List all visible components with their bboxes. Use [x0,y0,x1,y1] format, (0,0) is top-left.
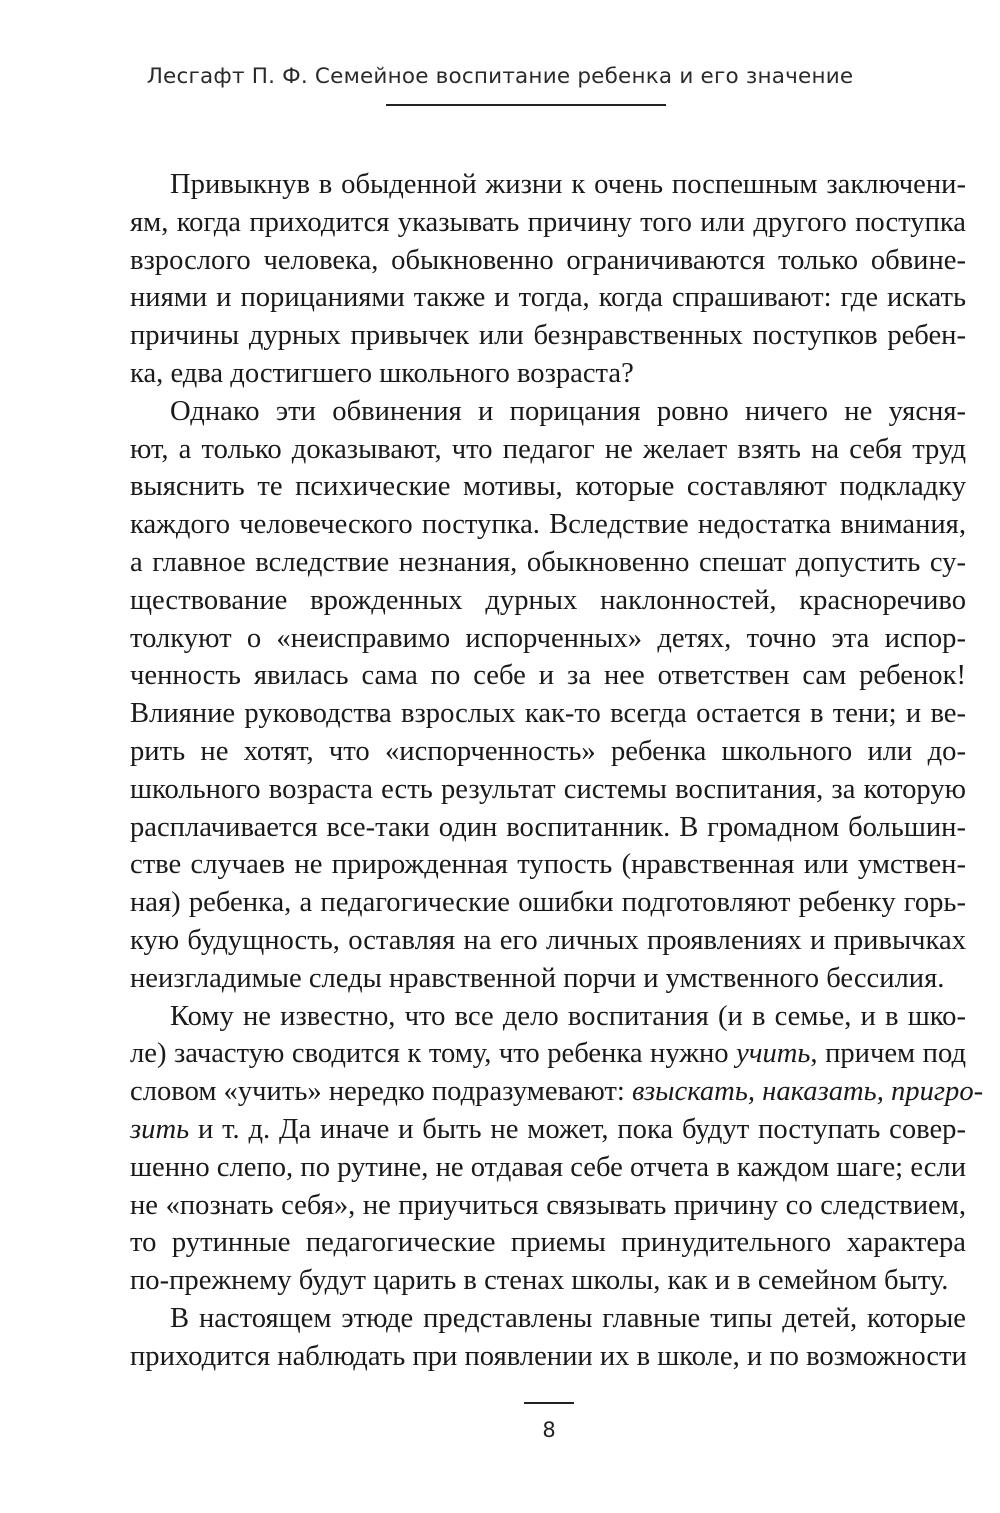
text-line: ниями и порицаниями также и тогда, когда спрашивают: где искать [130,282,966,314]
text-line: ям, когда приходится указывать причину того или другого поступка [130,206,966,238]
text-line: толкуют о «неисправимо испорченных» детях, точно эта испор- [130,622,966,654]
text-line: Влияние руководства взрослых как-то всегда остается в тени; и ве- [130,698,966,730]
page-number: 8 [542,1418,556,1442]
text-line: ществование врожденных дурных наклонностей, красноречиво [130,584,966,616]
text-line: каждого человеческого поступка. Вследствие недостатка внимания, [130,509,966,541]
italic-emphasis: взыскать, наказать, пригро- [631,1076,984,1108]
italic-emphasis: учить [736,1038,811,1070]
text-line: Кому не известно, что все дело воспитания (и в семье, и в шко- [170,1000,966,1032]
text-line: причины дурных привычек или безнравственных поступков ребен- [130,320,966,352]
text-line: ная) ребенка, а педагогические ошибки подготовляют ребенку горь- [130,887,966,919]
text-line: не «познать себя», не приучиться связывать причину со следствием, [130,1189,966,1221]
text-line: кую будущность, оставляя на его личных проявлениях и привычках [130,924,966,956]
paragraph-4 [130,1300,966,1376]
paragraph-2 [130,393,966,998]
text-line: В настоящем этюде представлены главные типы детей, которые [170,1302,966,1334]
text-line: неизгладимые следы нравственной порчи и умственного бессилия. [130,962,945,994]
text-line: Привыкнув в обыденной жизни к очень поспешным заключени- [170,169,966,200]
text-line: школьного возраста есть результат системы воспитания, за которую [130,773,966,805]
text-line: рить не хотят, что «испорченность» ребенка школьного или до- [130,735,966,767]
text-line: взрослого человека, обыкновенно ограничиваются только обвине- [130,244,966,276]
text-line: ют, а только доказывают, что педагог не желает взять на себя труд [130,433,966,465]
text-line: шенно слепо, по рутине, не отдавая себе отчета в каждом шаге; если [130,1151,966,1183]
text-line: ле) зачастую сводится к тому, что ребенка нужно учить, причем под [130,1038,966,1070]
text-line: выяснить те психические мотивы, которые составляют подкладку [130,471,966,503]
text-line: приходится наблюдать при появлении их в школе, и по возможности [130,1340,967,1372]
text-line: Однако эти обвинения и порицания ровно ничего не уясня- [170,395,966,427]
footer-rule [524,1402,574,1404]
italic-emphasis: зить [130,1113,190,1145]
text-line: зить и т. д. Да иначе и быть не может, пока будут поступать совер- [130,1113,966,1145]
text-line: то рутинные педагогические приемы принудительного характера [130,1227,966,1259]
text-line: ченность явилась сама по себе и за нее ответствен сам ребенок! [130,660,966,692]
paragraph-1 [130,166,966,393]
body-text [130,166,984,1376]
text-line: словом «учить» нередко подразумевают: взыскать, наказать, пригро- [130,1076,984,1108]
running-head: Лесгафт П. Ф. Семейное воспитание ребенка и его значение [146,64,854,89]
text-line: расплачивается все-таки один воспитанник. В громадном большин- [130,811,966,843]
text-line: по-прежнему будут царить в стенах школы, как и в семейном быту. [130,1265,949,1297]
text-line: стве случаев не прирожденная тупость (нравственная или умствен- [130,849,966,881]
header-rule [386,104,666,106]
text-line: ка, едва достигшего школьного возраста? [130,357,634,389]
paragraph-3 [130,998,984,1300]
text-line: а главное вследствие незнания, обыкновенно спешат допустить су- [130,546,966,578]
